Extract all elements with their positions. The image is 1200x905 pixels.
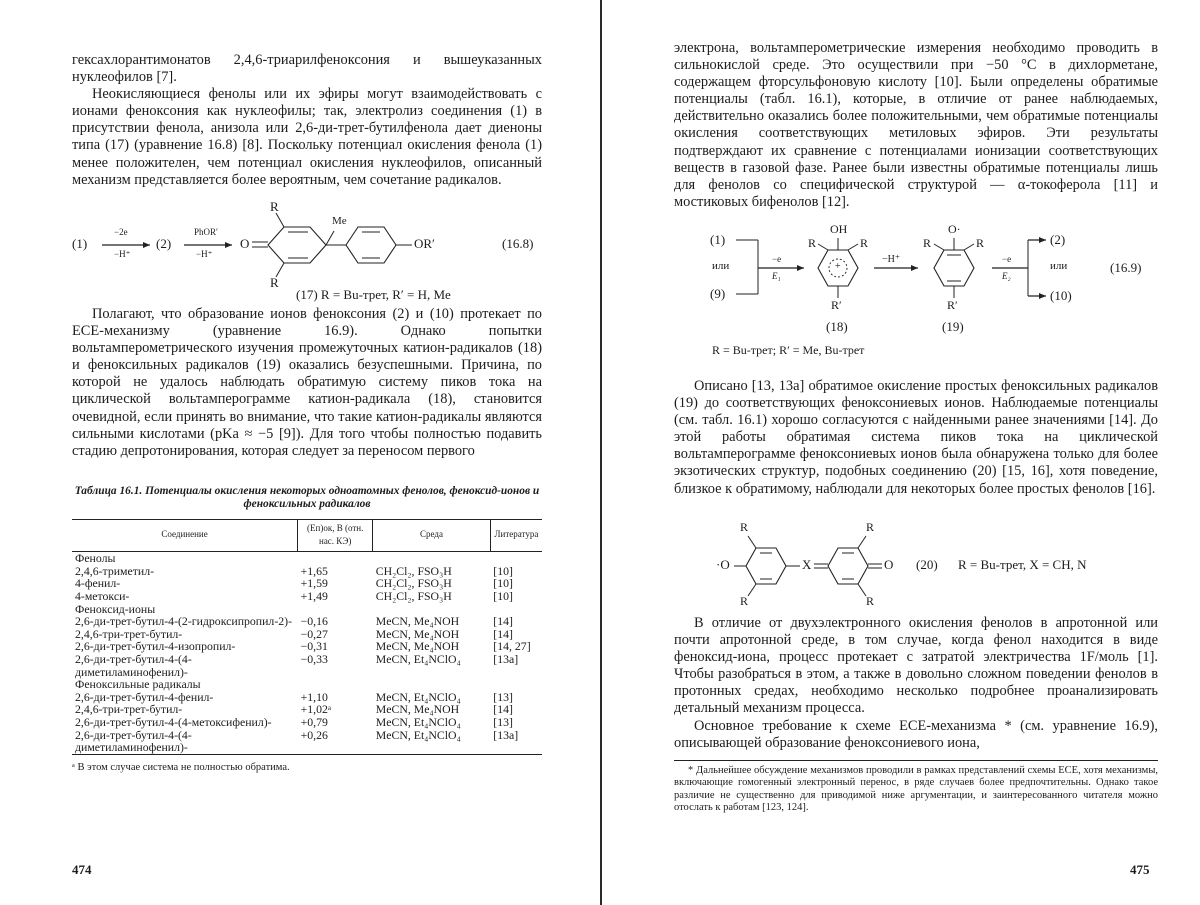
table-cell-compound: 2,6-ди-трет-бутил-4-(2-гидроксипропил-2)-: [75, 614, 292, 629]
right-page: [600, 0, 1200, 905]
table-16-1: [72, 519, 542, 755]
table-cell-potential: +1,59: [300, 576, 328, 591]
table-cell-reference: [13]: [493, 714, 513, 729]
table-row: [72, 615, 542, 628]
struct20-caption: R = Bu-трет, X = CH, N: [958, 557, 1087, 572]
table-cell-compound: 2,6-ди-трет-бутил-4-изопропил-: [75, 639, 236, 654]
left-paragraph-1: гексахлорантимонатов 2,4,6-триарилфеноксония и вышеуказанных нуклеофилов [7].: [72, 52, 542, 86]
left-paragraph-2: Неокисляющиеся фенолы или их эфиры могут взаимодействовать с ионами феноксония как нуклеофилы; так, электролиз соединения (1) в присутствии фенола, анизола или 2,6-ди-трет-бутилфенола дает диеноны типа (17) (уравнение 16.8) [8]. Поскольку потенциал окисления фенола (1) менее положителен, чем потенциал окисления нуклеофилов, описанный механизм представляется более вероятным, чем сочетание радикалов.: [72, 86, 542, 188]
eq169-e1-bottom: E₁: [772, 271, 781, 281]
eq169-output-top: (2): [1050, 232, 1066, 247]
eq168-arrow2-top: PhOR′: [194, 227, 218, 237]
table-cell-potential: −0,27: [300, 626, 328, 641]
equation-16-9: [710, 222, 1160, 361]
table-cell-medium: MeCN, Et₄NClO₄: [375, 714, 461, 729]
table-row: [72, 590, 542, 603]
eq169-e1-top: −e: [772, 254, 782, 264]
table-header-potential: (Eп)ок, В (отн. нас. КЭ): [298, 520, 373, 552]
table-header-compound: Соединение: [72, 520, 298, 552]
table-row: [72, 716, 542, 729]
table-cell-medium: MeCN, Me₄NOH: [375, 639, 460, 654]
table-cell-potential: −0,33: [300, 651, 328, 666]
table-cell-reference: [14]: [493, 626, 513, 641]
table-group-label: Феноксильные радикалы: [75, 677, 201, 692]
eq169-e2-bottom: E₂: [1002, 271, 1011, 281]
table-cell-compound: 2,6-ди-трет-бутил-4-(4-диметиламинофенил)-: [75, 651, 192, 679]
struct20-x: X: [802, 557, 812, 572]
table-cell-medium: MeCN, Me₄NOH: [375, 702, 460, 717]
table-header-references: Литература: [490, 520, 542, 552]
eq168-me: Me: [332, 215, 347, 227]
left-text-middle: [72, 306, 542, 460]
eq169-r-right-19: R: [976, 236, 985, 250]
table-row: [72, 729, 542, 755]
struct20-r4: R: [866, 594, 875, 608]
eq168-arrow2-bottom: −H⁺: [196, 249, 213, 259]
table-cell-reference: [13а]: [493, 727, 519, 742]
table-cell-potential: −0,31: [300, 639, 328, 654]
struct20-r3: R: [866, 520, 875, 534]
table-cell-compound: 2,6-ди-трет-бутил-4-(4-метоксифенил)-: [75, 714, 272, 729]
struct20-r2: R: [740, 594, 749, 608]
table-cell-reference: [14, 27]: [493, 639, 531, 654]
eq168-r-top: R: [270, 199, 279, 214]
eq168-start: (1): [72, 236, 88, 251]
right-paragraph-3: В отличие от двухэлектронного окисления фенолов в апротонной или почти апротонной среде, в том случае, когда фенол находится в виде феноксид-иона, процесс протекает с затратой электричества 1F/моль [1]. Чтобы разобраться в этом, а также в довольно сложном поведении фенолов в протонных средах, необходимо несколько подробнее проанализировать детальный механизм процесса.: [674, 615, 1158, 717]
right-text-middle: [674, 378, 1158, 498]
eq169-output-or: или: [1050, 260, 1068, 272]
table-caption: Таблица 16.1. Потенциалы окисления некоторых одноатомных фенолов, феноксид-ионов и феноксильных радикалов: [74, 485, 540, 510]
right-text-bottom: [674, 615, 1158, 814]
eq169-o-radical: O·: [948, 222, 961, 236]
table-cell-reference: [10]: [493, 588, 513, 603]
eq169-rprime-18: R′: [831, 298, 842, 312]
table-cell-medium: CH₂Cl₂, FSO₃H: [375, 576, 452, 591]
table-cell-potential: +1,10: [300, 689, 328, 704]
eq168-or: OR′: [414, 236, 435, 251]
table-cell-reference: [13]: [493, 689, 513, 704]
table-cell-medium: MeCN, Et₄NClO₄: [375, 727, 461, 742]
eq169-r-right-18: R: [860, 236, 869, 250]
table-group-row: [72, 552, 542, 565]
eq169-r-left-18: R: [808, 236, 817, 250]
table-row: [72, 653, 542, 678]
table-cell-medium: CH₂Cl₂, FSO₃H: [375, 563, 452, 578]
table-cell-medium: MeCN, Me₄NOH: [375, 626, 460, 641]
struct20-r1: R: [740, 520, 749, 534]
table-cell-medium: MeCN, Et₄NClO₄: [375, 651, 461, 666]
table-16-1-block: [72, 482, 542, 774]
equation-16-8: [72, 199, 547, 305]
table-cell-medium: CH₂Cl₂, FSO₃H: [375, 588, 452, 603]
table-cell-reference: [10]: [493, 563, 513, 578]
table-cell-compound: 4-фенил-: [75, 576, 121, 591]
table-cell-reference: [14]: [493, 702, 513, 717]
eq169-label-18: (18): [826, 319, 848, 334]
right-paragraph-4: Основное требование к схеме ECE-механизма * (см. уравнение 16.9), описывающей образование феноксониевого иона,: [674, 717, 1158, 751]
eq169-r-left-19: R: [923, 236, 932, 250]
eq168-arrow1-bottom: −H⁺: [114, 249, 131, 259]
right-paragraph-2: Описано [13, 13а] обратимое окисление простых феноксильных радикалов (19) до соответствующих феноксониевых ионов. Наблюдаемые потенциалы (см. табл. 16.1) хорошо согласуются с найденными ранее значениями [14]. До этой работы обратимая система пиков тока на циклической вольтамперограмме феноксониевых ионов была обнаружена только для более экзотических структур, подобных соединению (20) [15, 16], хотя поведение, близкое к обратимому, наблюдали для некоторых более простых фенолов [16].: [674, 378, 1158, 497]
table-cell-reference: [10]: [493, 576, 513, 591]
eq169-input-top: (1): [710, 232, 726, 247]
table-body: [72, 552, 542, 755]
eq169-oh: OH: [830, 222, 848, 236]
table-cell-compound: 2,4,6-три-трет-бутил-: [75, 702, 183, 717]
struct20-oxygen: O: [884, 557, 894, 572]
right-footnote: * Дальнейшее обсуждение механизмов проводили в рамках представлений схемы ECE, хотя механизмы, включающие гомогенный электронный перенос, в ряде случаев более предпочтительны. Однако такое различие не существенно для приводимой ниже аргументации, и заинтересованного читателя можно отослать к работам [123, 124].: [674, 760, 1158, 815]
structure-20: [710, 520, 1160, 608]
table-group-row: [72, 678, 542, 691]
right-paragraph-1: электрона, вольтамперометрические измерения необходимо проводить в сильнокислой среде. Это осуществили при −50 °C в дихлорметане, содержащем фторсульфоновую кислоту [10]. Были определены обратимые потенциалы (табл. 16.1), которые, в отличие от ранее наблюдаемых, действительно оказались более положительными, чем обратимые потенциалы окисления соответствующих метиловых эфиров. Эти результаты подтверждают их сравнение с потенциалами ионизации соответствующих веществ в газовой фазе. Ранее были известны обратимые потенциалы лишь для фенолов со специфической структурой — α-токоферола [11] и мостиковых бифенолов [12].: [674, 40, 1158, 210]
eq169-e2-top: −e: [1002, 254, 1012, 264]
left-paragraph-3: Полагают, что образование ионов феноксония (2) и (10) протекает по ECE-механизму (уравнение 16.9). Однако попытки вольтамперометрического изучения промежуточных катион-радикалов (18) и феноксильных радикалов (19) оказались безуспешными. Причина, по которой не удалось наблюдать обратимую систему пиков тока на циклической вольтамперограмме катион-радикала (18), становится очевидной, если принять во внимание, что такие катион-радикалы являются сильными кислотами (pKa ≈ −5 [9]). Для того чтобы полностью подавить стадию депротонирования, которая следует за переносом первого: [72, 306, 542, 459]
struct20-label: (20): [916, 557, 938, 572]
table-cell-compound: 2,6-ди-трет-бутил-4-фенил-: [75, 689, 214, 704]
table-cell-medium: MeCN, Et₄NClO₄: [375, 689, 461, 704]
table-cell-potential: +1,49: [300, 588, 328, 603]
table-cell-compound: 2,4,6-три-трет-бутил-: [75, 626, 183, 641]
table-group-label: Фенолы: [75, 551, 116, 566]
table-cell-compound: 4-метокси-: [75, 588, 130, 603]
eq169-input-or: или: [712, 260, 730, 272]
struct20-o-radical: ·O: [716, 557, 730, 572]
right-text-top: [674, 40, 1158, 211]
right-page-number: 475: [1130, 862, 1150, 877]
table-header-row: [72, 520, 542, 552]
left-text-top: [72, 52, 542, 189]
table-footnote: ᵃ В этом случае система не полностью обратима.: [72, 761, 290, 773]
equation-16-9-graphic: [710, 226, 1160, 336]
table-cell-potential: +0,79: [300, 714, 328, 729]
table-cell-potential: +0,26: [300, 727, 328, 742]
table-cell-compound: 2,6-ди-трет-бутил-4-(4-диметиламинофенил)-: [75, 727, 192, 755]
eq168-r-bottom: R: [270, 275, 279, 290]
eq168-arrow1-top: −2e: [114, 227, 128, 237]
eq168-number: (16.8): [502, 236, 534, 251]
eq169-minus-proton: −H⁺: [882, 254, 901, 265]
eq168-mid: (2): [156, 236, 172, 251]
eq169-caption: R = Bu-трет; R′ = Me, Bu-трет: [712, 343, 865, 357]
table-header-medium: Среда: [373, 520, 491, 552]
left-page-number: 474: [72, 862, 92, 877]
table-cell-potential: −0,16: [300, 614, 328, 629]
eq168-oxygen: O: [240, 236, 250, 251]
table-cell-reference: [14]: [493, 614, 513, 629]
eq168-caption: (17) R = Bu-трет, R′ = H, Me: [296, 287, 451, 302]
table-group-label: Феноксид-ионы: [75, 601, 156, 616]
eq169-rprime-19: R′: [947, 298, 958, 312]
eq169-plus-sign: +: [835, 261, 841, 272]
table-cell-reference: [13а]: [493, 651, 519, 666]
table-cell-compound: 2,4,6-триметил-: [75, 563, 155, 578]
eq169-number: (16.9): [1110, 260, 1142, 275]
eq169-label-19: (19): [942, 319, 964, 334]
table-cell-potential: +1,02ᵃ: [300, 702, 332, 717]
table-cell-medium: MeCN, Me₄NOH: [375, 614, 460, 629]
table-cell-potential: +1,65: [300, 563, 328, 578]
eq169-output-bottom: (10): [1050, 288, 1072, 303]
eq169-input-bottom: (9): [710, 286, 726, 301]
